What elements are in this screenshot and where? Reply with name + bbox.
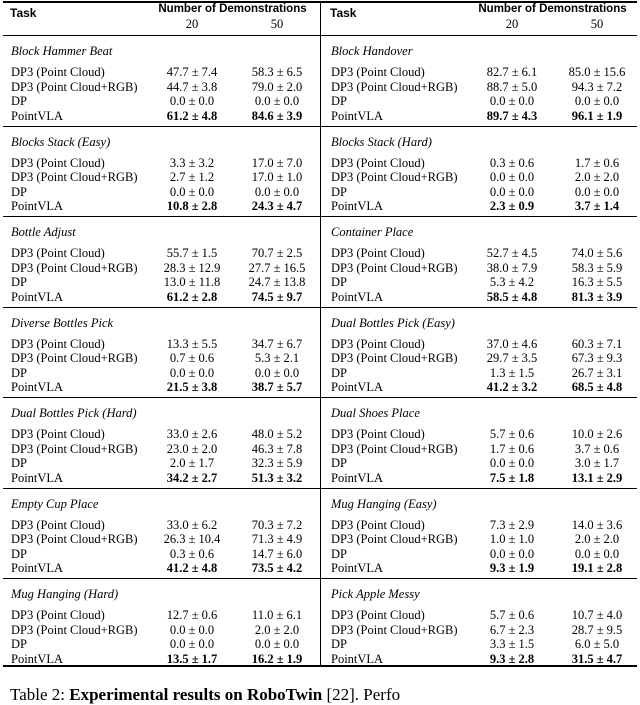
- table-row: [320, 427, 640, 442]
- table-row: [320, 561, 640, 576]
- method-cell: DP: [11, 637, 27, 651]
- table-row: [320, 290, 640, 305]
- value-50-cell: 70.3 ± 7.2: [251, 517, 303, 532]
- value-20-cell: 0.3 ± 0.6: [489, 155, 535, 170]
- value-20-cell: 5.7 ± 0.6: [489, 608, 535, 622]
- value-50-cell: 0.0 ± 0.0: [254, 184, 300, 199]
- value-20-cell: 3.3 ± 1.5: [489, 637, 535, 651]
- table-row: [0, 532, 320, 547]
- method-cell: DP3 (Point Cloud+RGB): [11, 79, 138, 94]
- table-row: [320, 471, 640, 486]
- value-20-cell: 5.3 ± 4.2: [489, 275, 535, 289]
- value-20-cell: 0.0 ± 0.0: [489, 184, 535, 199]
- value-50-cell: 0.0 ± 0.0: [254, 637, 300, 651]
- method-cell: DP3 (Point Cloud+RGB): [331, 622, 458, 637]
- value-20-cell: 41.2 ± 4.8: [166, 561, 218, 575]
- value-20-cell: 13.0 ± 11.8: [163, 275, 221, 289]
- value-50-cell: 73.5 ± 4.2: [251, 561, 303, 575]
- value-50-cell: 3.7 ± 0.6: [574, 441, 620, 456]
- value-50-cell: 19.1 ± 2.8: [571, 561, 623, 575]
- table-row: [0, 199, 320, 214]
- value-50-cell: 1.7 ± 0.6: [574, 155, 620, 170]
- method-cell: DP3 (Point Cloud+RGB): [331, 260, 458, 275]
- value-20-cell: 55.7 ± 1.5: [166, 246, 218, 260]
- horizontal-rule: [3, 488, 637, 489]
- table-row: [0, 637, 320, 652]
- task-section: [320, 217, 640, 308]
- task-title: Diverse Bottles Pick: [11, 315, 114, 330]
- value-20-cell: 29.7 ± 3.5: [486, 351, 538, 365]
- table-row: [0, 170, 320, 185]
- value-50-cell: 16.2 ± 1.9: [251, 651, 303, 666]
- value-50-cell: 71.3 ± 4.9: [251, 532, 303, 546]
- task-title: Bottle Adjust: [11, 225, 76, 239]
- table-row: [320, 80, 640, 95]
- table-row: [320, 246, 640, 261]
- value-50-cell: 0.0 ± 0.0: [254, 365, 300, 380]
- table-row: [0, 351, 320, 366]
- method-cell: PointVLA: [11, 651, 64, 666]
- table-row: [0, 518, 320, 533]
- task-section: [0, 398, 320, 489]
- value-50-cell: 3.0 ± 1.7: [574, 456, 620, 470]
- value-50-cell: 67.3 ± 9.3: [571, 351, 623, 365]
- method-cell: DP3 (Point Cloud): [331, 155, 425, 170]
- value-20-cell: 41.2 ± 3.2: [486, 380, 538, 394]
- value-50-cell: 28.7 ± 9.5: [571, 622, 623, 637]
- value-20-cell: 61.2 ± 2.8: [166, 289, 218, 304]
- value-50-cell: 74.0 ± 5.6: [571, 246, 623, 260]
- horizontal-rule: [3, 216, 637, 217]
- method-cell: DP: [331, 365, 347, 380]
- task-title: Block Handover: [331, 44, 413, 58]
- table-row: [0, 65, 320, 80]
- value-50-cell: 70.7 ± 2.5: [251, 246, 303, 260]
- method-cell: DP3 (Point Cloud): [11, 246, 105, 260]
- method-cell: DP3 (Point Cloud+RGB): [331, 532, 458, 546]
- method-cell: DP3 (Point Cloud+RGB): [11, 260, 138, 275]
- table-row: [320, 337, 640, 352]
- method-cell: PointVLA: [331, 561, 384, 575]
- task-section: [320, 398, 640, 489]
- table-row: [320, 456, 640, 471]
- table-row: [0, 275, 320, 290]
- task-section: [320, 489, 640, 580]
- method-cell: DP3 (Point Cloud): [11, 336, 105, 351]
- method-cell: PointVLA: [11, 108, 64, 123]
- method-cell: PointVLA: [11, 561, 64, 575]
- method-cell: DP3 (Point Cloud): [331, 246, 425, 260]
- method-cell: DP: [331, 94, 347, 108]
- value-20-cell: 82.7 ± 6.1: [486, 65, 538, 79]
- table-row: [320, 351, 640, 366]
- table-caption: [10, 685, 400, 705]
- value-20-cell: 0.0 ± 0.0: [169, 637, 215, 651]
- value-50-cell: 24.7 ± 13.8: [248, 275, 306, 289]
- value-50-cell: 2.0 ± 2.0: [574, 532, 620, 546]
- value-50-cell: 81.3 ± 3.9: [571, 289, 623, 304]
- value-20-cell: 6.7 ± 2.3: [489, 622, 535, 637]
- table-row: [320, 156, 640, 171]
- task-title: Container Place: [331, 225, 414, 239]
- value-50-cell: 0.0 ± 0.0: [574, 94, 620, 108]
- value-50-cell: 94.3 ± 7.2: [571, 79, 623, 94]
- table-row: [0, 80, 320, 95]
- task-title: Empty Cup Place: [11, 496, 99, 511]
- value-50-cell: 11.0 ± 6.1: [251, 608, 303, 622]
- value-50-cell: 10.0 ± 2.6: [571, 427, 623, 441]
- method-cell: PointVLA: [331, 199, 384, 213]
- header-demonstrations: Number of Demonstrations: [158, 3, 307, 15]
- table-row: [320, 532, 640, 547]
- task-section: [0, 489, 320, 580]
- value-50-cell: 60.3 ± 7.1: [571, 336, 623, 351]
- task-section: [320, 127, 640, 218]
- value-20-cell: 2.3 ± 0.9: [489, 199, 535, 213]
- method-cell: DP3 (Point Cloud+RGB): [11, 532, 138, 546]
- table-row: [320, 65, 640, 80]
- method-cell: DP3 (Point Cloud): [331, 427, 425, 441]
- value-20-cell: 12.7 ± 0.6: [166, 608, 218, 622]
- task-section: [320, 308, 640, 399]
- value-50-cell: 13.1 ± 2.9: [571, 470, 623, 485]
- task-title: Dual Bottles Pick (Easy): [331, 315, 455, 330]
- value-50-cell: 79.0 ± 2.0: [251, 79, 303, 94]
- value-20-cell: 88.7 ± 5.0: [486, 79, 538, 94]
- value-20-cell: 0.0 ± 0.0: [489, 94, 535, 108]
- table-row: [320, 380, 640, 395]
- method-cell: DP3 (Point Cloud): [331, 608, 425, 622]
- method-cell: DP3 (Point Cloud+RGB): [11, 622, 138, 637]
- table-row: [0, 608, 320, 623]
- table-row: [320, 261, 640, 276]
- task-title: Block Hammer Beat: [11, 44, 113, 58]
- value-50-cell: 16.3 ± 5.5: [571, 275, 623, 289]
- value-50-cell: 34.7 ± 6.7: [251, 336, 303, 351]
- table-row: [0, 471, 320, 486]
- value-20-cell: 0.0 ± 0.0: [169, 622, 215, 637]
- value-50-cell: 14.7 ± 6.0: [251, 546, 303, 561]
- value-50-cell: 26.7 ± 3.1: [571, 365, 623, 380]
- method-cell: DP: [331, 275, 347, 289]
- table-row: [320, 170, 640, 185]
- value-50-cell: 46.3 ± 7.8: [251, 441, 303, 456]
- caption-prefix: Table 2:: [10, 685, 70, 704]
- value-20-cell: 34.2 ± 2.7: [166, 470, 218, 485]
- value-50-cell: 14.0 ± 3.6: [571, 517, 623, 532]
- value-20-cell: 0.0 ± 0.0: [489, 546, 535, 561]
- value-20-cell: 58.5 ± 4.8: [486, 289, 538, 304]
- task-title: Pick Apple Messy: [331, 587, 420, 601]
- method-cell: DP3 (Point Cloud): [11, 155, 105, 170]
- value-50-cell: 10.7 ± 4.0: [571, 608, 623, 622]
- method-cell: DP3 (Point Cloud): [331, 517, 425, 532]
- value-20-cell: 0.3 ± 0.6: [169, 546, 215, 561]
- method-cell: PointVLA: [331, 380, 384, 394]
- header-demonstrations: Number of Demonstrations: [478, 3, 627, 15]
- method-cell: PointVLA: [11, 199, 64, 213]
- value-20-cell: 44.7 ± 3.8: [166, 79, 218, 94]
- value-50-cell: 58.3 ± 5.9: [571, 260, 623, 275]
- method-cell: DP3 (Point Cloud): [11, 608, 105, 622]
- task-section: [320, 579, 640, 670]
- table-row: [0, 185, 320, 200]
- value-20-cell: 89.7 ± 4.3: [486, 108, 538, 123]
- value-20-cell: 26.3 ± 10.4: [163, 532, 221, 546]
- method-cell: DP3 (Point Cloud+RGB): [11, 170, 138, 184]
- table-row: [0, 337, 320, 352]
- value-50-cell: 38.7 ± 5.7: [251, 380, 303, 394]
- value-20-cell: 33.0 ± 2.6: [166, 427, 218, 441]
- method-cell: DP: [331, 184, 347, 199]
- table-row: [0, 561, 320, 576]
- horizontal-rule: [3, 665, 637, 667]
- horizontal-rule: [3, 578, 637, 579]
- table-row: [0, 380, 320, 395]
- value-50-cell: 24.3 ± 4.7: [251, 199, 303, 213]
- table-row: [0, 456, 320, 471]
- value-20-cell: 1.7 ± 0.6: [489, 441, 535, 456]
- method-cell: DP3 (Point Cloud+RGB): [11, 441, 138, 456]
- task-section: [0, 127, 320, 218]
- table-row: [320, 623, 640, 638]
- value-50-cell: 27.7 ± 16.5: [248, 260, 306, 275]
- method-cell: PointVLA: [331, 289, 384, 304]
- value-20-cell: 0.0 ± 0.0: [169, 94, 215, 108]
- value-20-cell: 38.0 ± 7.9: [486, 260, 538, 275]
- task-section: [0, 217, 320, 308]
- value-50-cell: 48.0 ± 5.2: [251, 427, 303, 441]
- value-20-cell: 3.3 ± 3.2: [169, 155, 215, 170]
- method-cell: DP3 (Point Cloud+RGB): [331, 170, 458, 184]
- method-cell: DP3 (Point Cloud): [11, 517, 105, 532]
- value-20-cell: 0.0 ± 0.0: [169, 184, 215, 199]
- table-row: [0, 442, 320, 457]
- horizontal-rule: [3, 35, 637, 36]
- method-cell: DP3 (Point Cloud): [11, 65, 105, 79]
- horizontal-rule: [3, 126, 637, 127]
- value-50-cell: 58.3 ± 6.5: [251, 65, 303, 79]
- value-20-cell: 21.5 ± 3.8: [166, 380, 218, 394]
- method-cell: DP3 (Point Cloud+RGB): [331, 351, 458, 365]
- method-cell: PointVLA: [11, 289, 64, 304]
- task-section: [0, 308, 320, 399]
- table-row: [320, 547, 640, 562]
- method-cell: DP3 (Point Cloud+RGB): [331, 441, 458, 456]
- task-title: Dual Shoes Place: [331, 406, 420, 420]
- header-task: Task: [10, 6, 37, 20]
- value-20-cell: 13.5 ± 1.7: [166, 651, 218, 666]
- table-row: [0, 547, 320, 562]
- value-50-cell: 2.0 ± 2.0: [574, 170, 620, 184]
- task-section: [320, 36, 640, 127]
- table-row: [320, 94, 640, 109]
- value-50-cell: 0.0 ± 0.0: [574, 546, 620, 561]
- value-50-cell: 68.5 ± 4.8: [571, 380, 623, 394]
- method-cell: PointVLA: [11, 470, 64, 485]
- method-cell: DP: [331, 546, 347, 561]
- value-20-cell: 47.7 ± 7.4: [166, 65, 218, 79]
- task-title: Blocks Stack (Easy): [11, 134, 111, 149]
- table-row: [320, 199, 640, 214]
- value-20-cell: 52.7 ± 4.5: [486, 246, 538, 260]
- value-20-cell: 7.3 ± 2.9: [489, 517, 535, 532]
- value-20-cell: 9.3 ± 2.8: [489, 651, 535, 666]
- table-row: [0, 427, 320, 442]
- value-50-cell: 31.5 ± 4.7: [571, 651, 623, 666]
- value-50-cell: 2.0 ± 2.0: [254, 622, 300, 637]
- value-20-cell: 0.7 ± 0.6: [169, 351, 215, 365]
- header-col-20: 20: [185, 17, 199, 31]
- value-50-cell: 32.3 ± 5.9: [251, 456, 303, 470]
- table-row: [0, 156, 320, 171]
- table-row: [0, 623, 320, 638]
- method-cell: PointVLA: [331, 651, 384, 666]
- value-50-cell: 0.0 ± 0.0: [574, 184, 620, 199]
- value-50-cell: 51.3 ± 3.2: [251, 470, 303, 485]
- value-20-cell: 23.0 ± 2.0: [166, 441, 218, 456]
- table-row: [320, 366, 640, 381]
- task-title: Dual Bottles Pick (Hard): [11, 406, 137, 420]
- left-half: [0, 0, 320, 666]
- value-20-cell: 1.3 ± 1.5: [489, 365, 535, 380]
- header-task: Task: [330, 6, 357, 20]
- method-cell: DP: [11, 546, 27, 561]
- table-row: [0, 109, 320, 124]
- caption-rest: [22]. Perfo: [322, 685, 401, 704]
- method-cell: PointVLA: [331, 108, 384, 123]
- header-col-50: 50: [590, 17, 604, 31]
- method-cell: DP: [11, 456, 27, 470]
- method-cell: DP3 (Point Cloud): [331, 336, 425, 351]
- value-20-cell: 10.8 ± 2.8: [166, 199, 218, 213]
- table-row: [320, 652, 640, 667]
- task-title: Mug Hanging (Easy): [331, 496, 437, 511]
- method-cell: DP3 (Point Cloud): [331, 65, 425, 79]
- value-20-cell: 2.7 ± 1.2: [169, 170, 215, 184]
- task-section: [0, 36, 320, 127]
- value-20-cell: 0.0 ± 0.0: [489, 456, 535, 470]
- value-20-cell: 7.5 ± 1.8: [489, 470, 535, 485]
- value-20-cell: 1.0 ± 1.0: [489, 532, 535, 546]
- method-cell: PointVLA: [331, 470, 384, 485]
- value-50-cell: 0.0 ± 0.0: [254, 94, 300, 108]
- method-cell: PointVLA: [11, 380, 64, 394]
- task-title: Mug Hanging (Hard): [11, 587, 119, 601]
- table-row: [0, 652, 320, 667]
- value-50-cell: 84.6 ± 3.9: [251, 108, 303, 123]
- method-cell: DP: [11, 365, 27, 380]
- header-col-50: 50: [270, 17, 284, 31]
- method-cell: DP: [11, 94, 27, 108]
- value-50-cell: 74.5 ± 9.7: [251, 289, 303, 304]
- value-20-cell: 37.0 ± 4.6: [486, 336, 538, 351]
- table-row: [320, 185, 640, 200]
- horizontal-rule: [3, 397, 637, 398]
- table-row: [0, 246, 320, 261]
- value-20-cell: 0.0 ± 0.0: [489, 170, 535, 184]
- table-row: [320, 442, 640, 457]
- table-row: [0, 261, 320, 276]
- value-50-cell: 17.0 ± 7.0: [251, 155, 303, 170]
- table-row: [320, 518, 640, 533]
- value-20-cell: 9.3 ± 1.9: [489, 561, 535, 575]
- method-cell: DP3 (Point Cloud+RGB): [331, 79, 458, 94]
- value-20-cell: 0.0 ± 0.0: [169, 365, 215, 380]
- table-row: [0, 94, 320, 109]
- header-col-20: 20: [505, 17, 519, 31]
- value-20-cell: 2.0 ± 1.7: [169, 456, 215, 470]
- table-row: [0, 366, 320, 381]
- task-section: [0, 579, 320, 670]
- table-row: [320, 275, 640, 290]
- value-20-cell: 28.3 ± 12.9: [163, 260, 221, 275]
- method-cell: DP3 (Point Cloud): [11, 427, 105, 441]
- method-cell: DP: [331, 637, 347, 651]
- value-50-cell: 17.0 ± 1.0: [251, 170, 303, 184]
- value-50-cell: 5.3 ± 2.1: [254, 351, 300, 365]
- right-half: [320, 0, 640, 666]
- table-row: [320, 608, 640, 623]
- value-20-cell: 61.2 ± 4.8: [166, 108, 218, 123]
- method-cell: DP: [331, 456, 347, 470]
- method-cell: DP3 (Point Cloud+RGB): [11, 351, 138, 365]
- value-20-cell: 33.0 ± 6.2: [166, 517, 218, 532]
- horizontal-rule: [3, 307, 637, 308]
- table-row: [320, 109, 640, 124]
- task-title: Blocks Stack (Hard): [331, 134, 432, 149]
- method-cell: DP: [11, 184, 27, 199]
- caption-bold: Experimental results on RoboTwin: [69, 685, 323, 704]
- value-50-cell: 6.0 ± 5.0: [574, 637, 620, 651]
- value-50-cell: 3.7 ± 1.4: [574, 199, 620, 213]
- table-row: [0, 290, 320, 305]
- value-20-cell: 5.7 ± 0.6: [489, 427, 535, 441]
- value-50-cell: 96.1 ± 1.9: [571, 108, 623, 123]
- method-cell: DP: [11, 275, 27, 289]
- table-row: [320, 637, 640, 652]
- value-20-cell: 13.3 ± 5.5: [166, 336, 218, 351]
- value-50-cell: 85.0 ± 15.6: [568, 65, 626, 79]
